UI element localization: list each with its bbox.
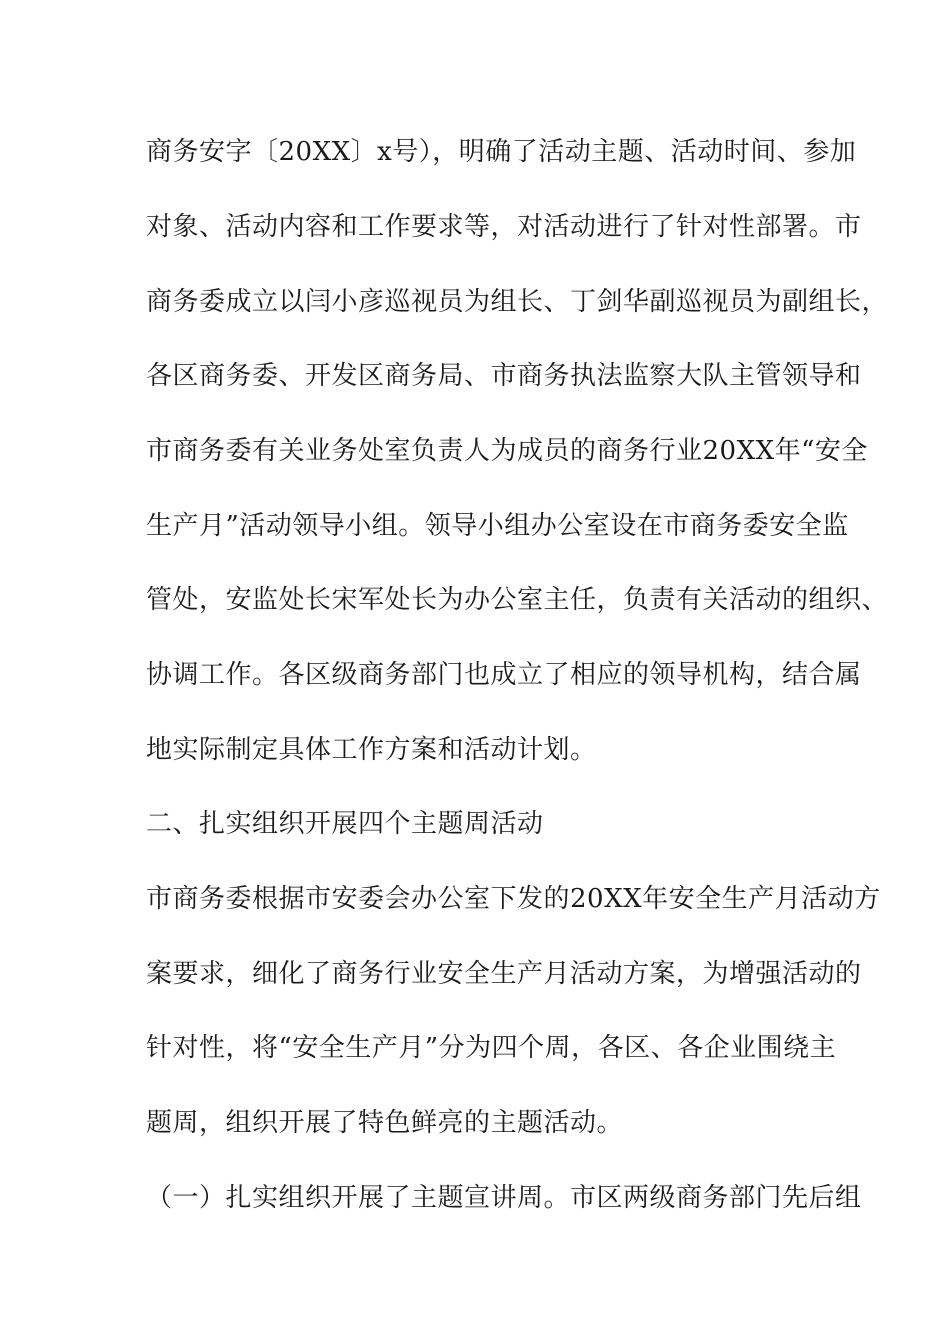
body-text-line: 案要求，细化了商务行业安全生产月活动方案，为增强活动的	[146, 959, 862, 989]
body-text-line: 题周，组织开展了特色鲜亮的主题活动。	[146, 1108, 624, 1138]
body-text-line: 对象、活动内容和工作要求等，对活动进行了针对性部署。市	[146, 212, 862, 242]
section-heading: 二、扎实组织开展四个主题周活动	[146, 809, 544, 839]
body-text-line: 管处，安监处长宋军处长为办公室主任，负责有关活动的组织、	[146, 585, 889, 615]
body-text-line: 针对性，将“安全生产月”分为四个周，各区、各企业围绕主	[146, 1033, 837, 1063]
body-text-line: 地实际制定具体工作方案和活动计划。	[146, 735, 597, 765]
body-text-line: 生产月”活动领导小组。领导小组办公室设在市商务委安全监	[146, 511, 849, 541]
body-text-line: 市商务委有关业务处室负责人为成员的商务行业20XX年“安全	[146, 436, 868, 466]
body-text-line: 商务委成立以闫小彦巡视员为组长、丁剑华副巡视员为副组长，	[146, 287, 889, 317]
body-text-line: 商务安字〔20XX〕x号），明确了活动主题、活动时间、参加	[146, 137, 857, 167]
body-text-line: 市商务委根据市安委会办公室下发的20XX年安全生产月活动方	[146, 884, 881, 914]
body-text-line: 协调工作。各区级商务部门也成立了相应的领导机构，结合属	[146, 660, 862, 690]
subsection-line: （一）扎实组织开展了主题宣讲周。市区两级商务部门先后组	[146, 1183, 862, 1213]
body-text-line: 各区商务委、开发区商务局、市商务执法监察大队主管领导和	[146, 361, 862, 391]
